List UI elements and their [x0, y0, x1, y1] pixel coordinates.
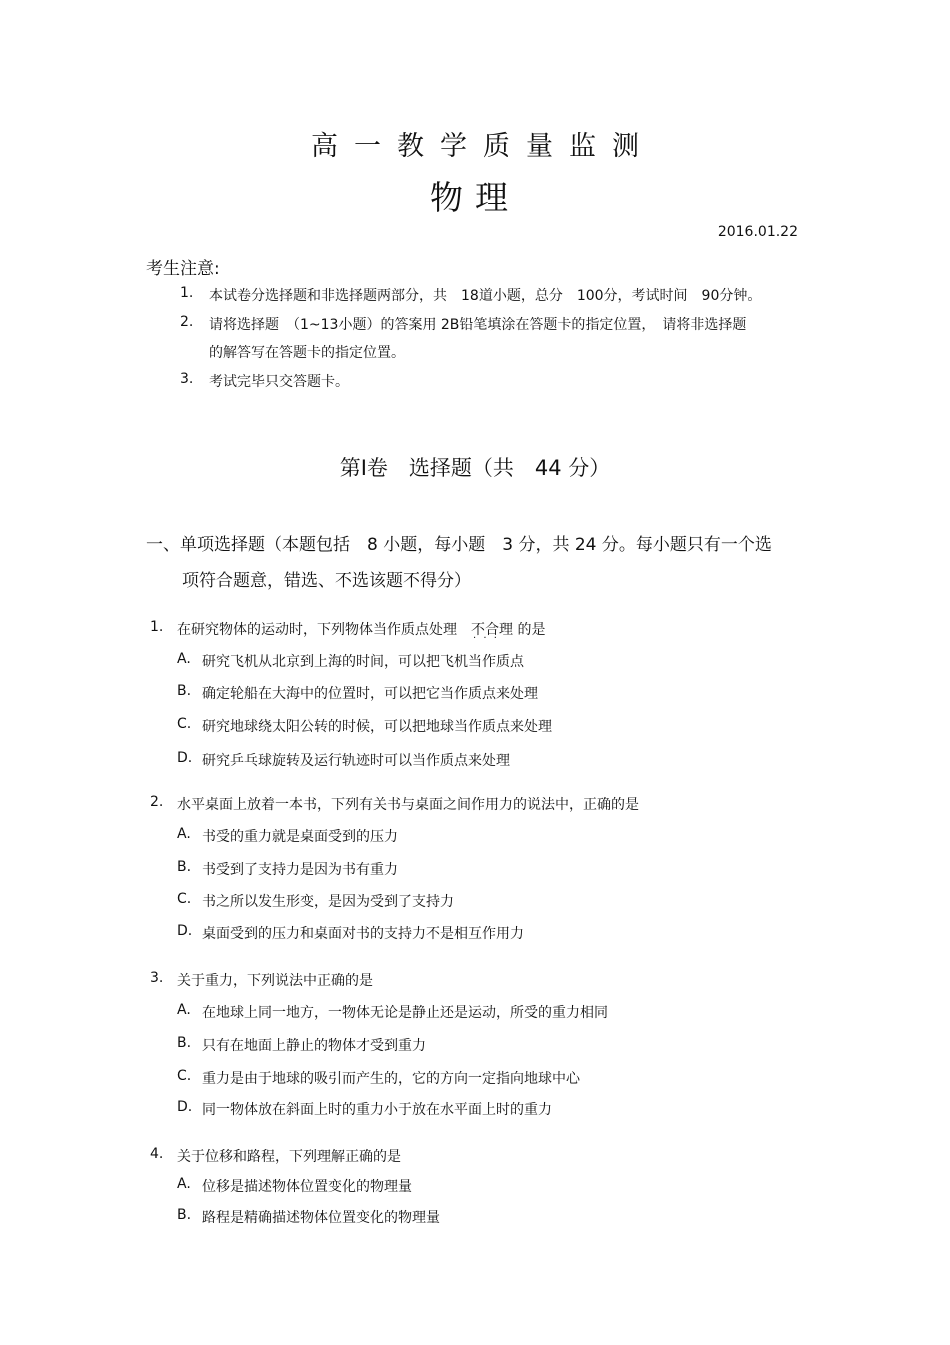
question-2-option-d-label: D. — [177, 923, 193, 939]
exam-date: 2016.01.22 — [717, 224, 798, 240]
part-heading-line-2: 项符合题意，错选、不选该题不得分） — [182, 571, 471, 591]
question-3-option-a-text: 在地球上同一地方，一物体无论是静止还是运动，所受的重力相同 — [202, 1005, 608, 1021]
question-2-option-a-label: A. — [177, 826, 191, 842]
question-1-option-d-label: D. — [177, 750, 193, 766]
question-2-option-a-text: 书受的重力就是桌面受到的压力 — [202, 829, 398, 845]
question-1-stem-before: 在研究物体的运动时，下列物体当作质点处理 — [177, 622, 471, 638]
question-3-option-d-text: 同一物体放在斜面上时的重力小于放在水平面上时的重力 — [202, 1102, 552, 1118]
question-4-option-b-text: 路程是精确描述物体位置变化的物理量 — [202, 1210, 440, 1226]
question-1-number: 1. — [150, 619, 164, 635]
question-1-option-a-text: 研究飞机从北京到上海的时间，可以把飞机当作质点 — [202, 654, 524, 670]
question-1-option-c-text: 研究地球绕太阳公转的时候，可以把地球当作质点来处理 — [202, 719, 552, 735]
question-3-option-a-label: A. — [177, 1002, 191, 1018]
question-3-option-d-label: D. — [177, 1099, 193, 1115]
notice-item-1-number: 1. — [180, 285, 194, 301]
question-1-emphasis: 不合理 · · · — [471, 619, 513, 639]
question-1-stem — [177, 619, 545, 639]
exam-subject: 物理 — [430, 178, 520, 217]
notice-item-3-text: 考试完毕只交答题卡。 — [209, 374, 349, 390]
question-1-option-a-label: A. — [177, 651, 191, 667]
question-3-option-b-text: 只有在地面上静止的物体才受到重力 — [202, 1038, 426, 1054]
part-heading-line-1: 一、单项选择题（本题包括 8 小题，每小题 3 分，共 24 分。每小题只有一个选 — [146, 535, 772, 555]
question-4-option-a-label: A. — [177, 1176, 191, 1192]
question-4-option-b-label: B. — [177, 1207, 192, 1223]
exam-title: 高一教学质量监测 — [311, 131, 655, 162]
question-2-option-d-text: 桌面受到的压力和桌面对书的支持力不是相互作用力 — [202, 926, 524, 942]
question-2-stem: 水平桌面上放着一本书，下列有关书与桌面之间作用力的说法中，正确的是 — [177, 797, 639, 813]
question-2-number: 2. — [150, 794, 164, 810]
question-3-number: 3. — [150, 970, 164, 986]
question-3-option-c-label: C. — [177, 1068, 192, 1084]
question-1-option-b-label: B. — [177, 683, 192, 699]
notice-item-2-text-continued: 的解答写在答题卡的指定位置。 — [209, 345, 405, 361]
question-1-option-c-label: C. — [177, 716, 192, 732]
question-2-option-b-text: 书受到了支持力是因为书有重力 — [202, 862, 398, 878]
notice-item-3-number: 3. — [180, 371, 194, 387]
question-1-stem-after: 的是 — [513, 622, 546, 638]
question-4-stem: 关于位移和路程，下列理解正确的是 — [177, 1149, 401, 1165]
notice-item-2-number: 2. — [180, 314, 194, 330]
question-2-option-b-label: B. — [177, 859, 192, 875]
question-4-option-a-text: 位移是描述物体位置变化的物理量 — [202, 1179, 412, 1195]
notice-item-1-text: 本试卷分选择题和非选择题两部分，共 18道小题，总分 100分，考试时间 90分钟。 — [209, 288, 762, 304]
notice-item-2-text: 请将选择题 （1~13小题）的答案用 2B铅笔填涂在答题卡的指定位置， 请将非选择题 — [209, 317, 747, 333]
question-2-option-c-text: 书之所以发生形变，是因为受到了支持力 — [202, 894, 454, 910]
question-1-option-b-text: 确定轮船在大海中的位置时，可以把它当作质点来处理 — [202, 686, 538, 702]
question-3-option-b-label: B. — [177, 1035, 192, 1051]
question-4-number: 4. — [150, 1146, 164, 1162]
question-1-option-d-text: 研究乒乓球旋转及运行轨迹时可以当作质点来处理 — [202, 753, 510, 769]
section-title: 第Ⅰ卷 选择题（共 44 分） — [339, 456, 611, 480]
notice-label: 考生注意: — [146, 259, 220, 279]
question-3-option-c-text: 重力是由于地球的吸引而产生的，它的方向一定指向地球中心 — [202, 1071, 580, 1087]
question-3-stem: 关于重力，下列说法中正确的是 — [177, 973, 373, 989]
question-2-option-c-label: C. — [177, 891, 192, 907]
